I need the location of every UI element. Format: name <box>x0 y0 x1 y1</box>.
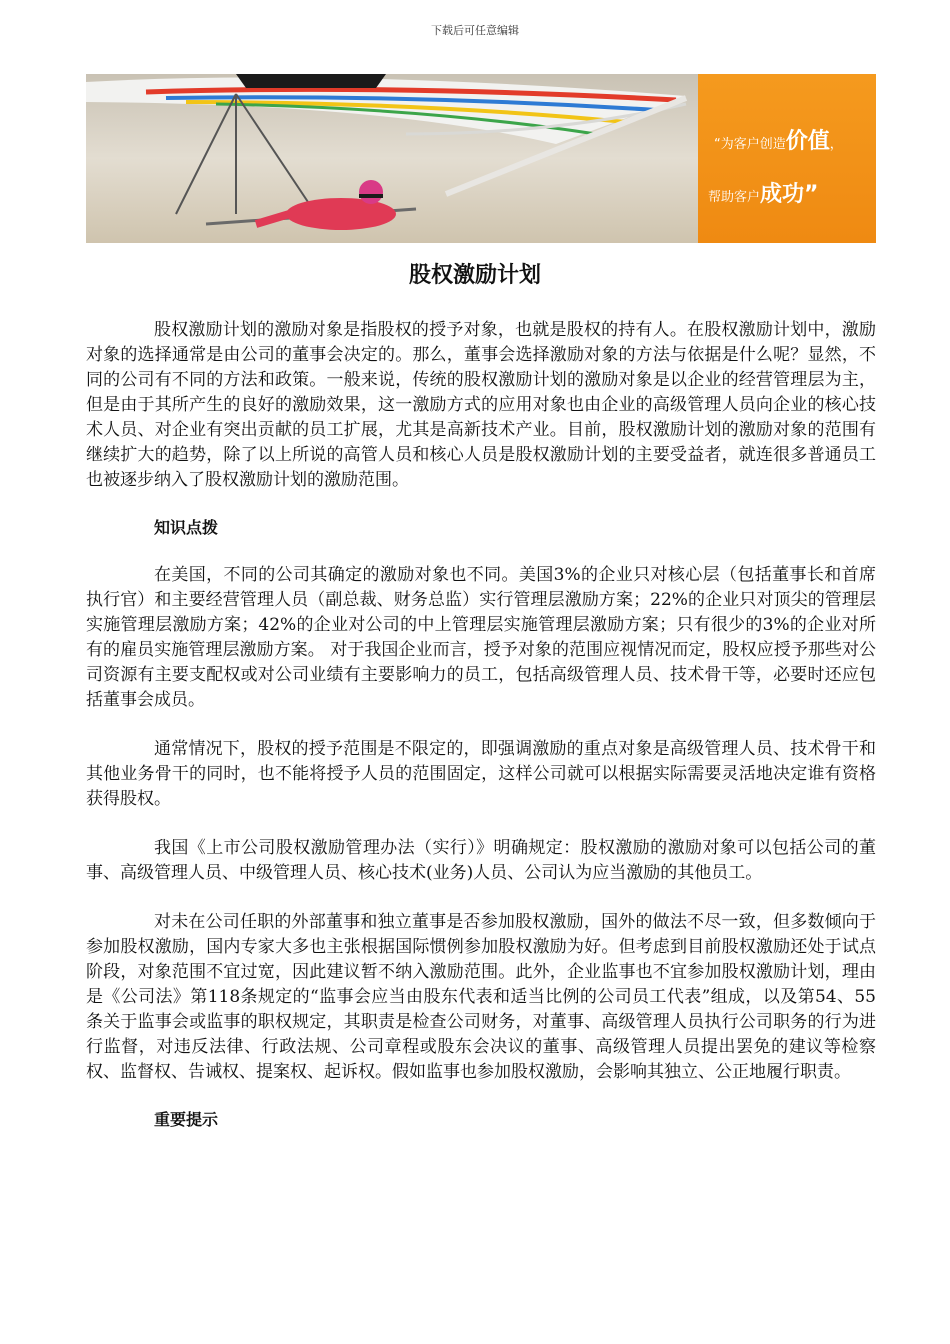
section-heading-knowledge: 知识点拨 <box>154 518 219 537</box>
paragraph-directors-supervisors: 对未在公司任职的外部董事和独立董事是否参加股权激励，国外的做法不尽一致，但多数倾向于参加股权激励，国内专家大多也主张根据国际惯例参加股权激励为好。但考虑到目前股权激励还处于试点阶段，对象范围不宜过宽，因此建议暂不纳入激励范围。此外，企业监事也不宜参加股权激励计划，理由是《公司法》第118条规定的“监事会应当由股东代表和适当比例的公司员工代表”组成，以及第54、55条关于监事会或监事的职权规定，其职责是检查公司财务，对董事、高级管理人员执行公司职务的行为进行监督，对违反法律、行政法规、公司章程或股东会决议的董事、高级管理人员提出罢免的建议等检察权、监督权、告诫权、提案权、起诉权。假如监事也参加股权激励，会影响其独立、公正地履行职责。 <box>86 912 876 1082</box>
banner <box>86 74 876 243</box>
section-heading-important: 重要提示 <box>154 1110 219 1129</box>
hang-glider-photo <box>86 74 698 243</box>
banner-slogan <box>698 74 876 243</box>
paragraph-grant-scope: 通常情况下，股权的授予范围是不限定的，即强调激励的重点对象是高级管理人员、技术骨干和其他业务骨干的同时，也不能将授予人员的范围固定，这样公司就可以根据实际需要灵活地决定谁有资格获得股权。 <box>86 739 876 809</box>
paragraph-us-practice: 在美国，不同的公司其确定的激励对象也不同。美国3%的企业只对核心层（包括董事长和首席执行官）和主要经营管理人员（副总裁、财务总监）实行管理层激励方案；22%的企业只对顶尖的管理层实施管理层激励方案；42%的企业对公司的中上管理层实施管理层激励方案；只有很少的3%的企业对所有的雇员实施管理层激励方案。 对于我国企业而言，授予对象的范围应视情况而定，股权应授予那些对公司资源有主要支配权或对公司业绩有主要影响力的员工，包括高级管理人员、技术骨干等，必要时还应包括董事会成员。 <box>86 565 876 710</box>
document-body <box>86 318 876 1155</box>
paragraph-intro: 股权激励计划的激励对象是指股权的授予对象，也就是股权的持有人。在股权激励计划中，激励对象的选择通常是由公司的董事会决定的。那么，董事会选择激励对象的方法与依据是什么呢？显然，不同的公司有不同的方法和政策。一般来说，传统的股权激励计划的激励对象是以企业的经营管理层为主，但是由于其所产生的良好的激励效果，这一激励方式的应用对象也由企业的高级管理人员向企业的核心技术人员、对企业有突出贡献的员工扩展，尤其是高新技术产业。目前，股权激励计划的激励对象的范围有继续扩大的趋势，除了以上所说的高管人员和核心人员是股权激励计划的主要受益者，就连很多普通员工也被逐步纳入了股权激励计划的激励范围。 <box>86 320 876 490</box>
page-header-note: 下载后可任意编辑 <box>431 24 519 37</box>
document-title: 股权激励计划 <box>408 263 541 288</box>
paragraph-regulation: 我国《上市公司股权激励管理办法（实行）》明确规定：股权激励的激励对象可以包括公司的董事、高级管理人员、中级管理人员、核心技术(业务)人员、公司认为应当激励的其他员工。 <box>86 838 876 883</box>
slogan-line-1: “为客户创造价值， <box>714 129 843 154</box>
slogan-line-2: 帮助客户成功” <box>708 182 819 207</box>
